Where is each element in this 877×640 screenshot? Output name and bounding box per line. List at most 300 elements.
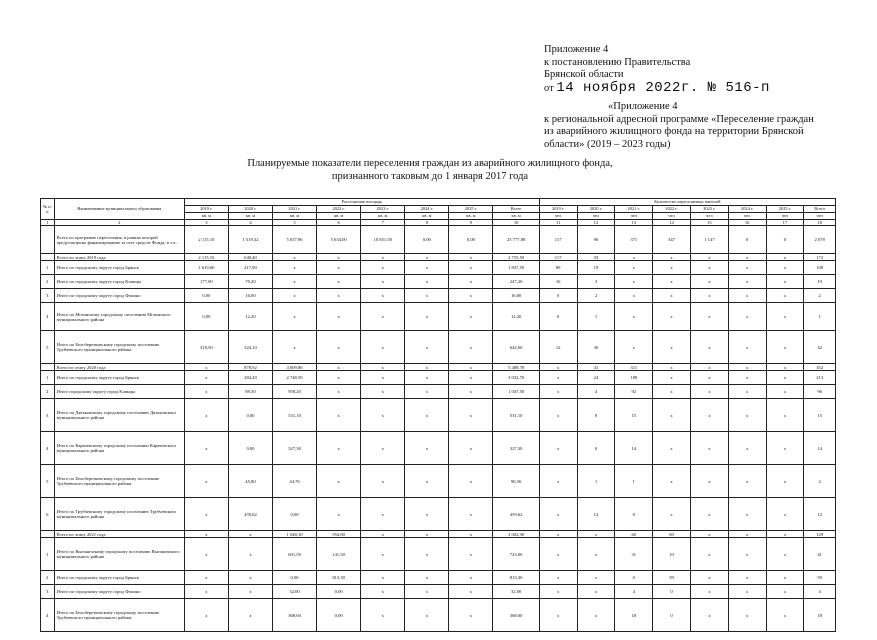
year-header: 2020 г. (577, 206, 615, 213)
value-cell: x (690, 571, 728, 585)
value-cell: 70,20 (228, 275, 272, 289)
row-number: 2 (41, 275, 55, 289)
column-index-cell: 12 (577, 220, 615, 226)
value-cell: x (766, 275, 804, 289)
program-quote-rest: к региональной адресной программе «Переселение граждан из аварийного жилищного фонда на территории Брянской области» (2019 – 2023 годы) (544, 113, 814, 150)
value-cell: x (539, 538, 577, 571)
value-cell: 25 777,88 (493, 226, 539, 254)
year-header: 2025 г. (449, 206, 493, 213)
table-row (41, 261, 836, 275)
value-cell: x (539, 399, 577, 432)
unit-people-header: чел (653, 213, 691, 220)
value-cell: 117 (539, 254, 577, 261)
municipality-name: Итого по Белоберезковскому городскому поселению Трубчевского муниципального района (54, 465, 184, 498)
value-cell: x (405, 254, 449, 261)
value-cell: 743,00 (493, 538, 539, 571)
value-cell: x (449, 385, 493, 399)
value-cell: x (615, 289, 653, 303)
value-cell: x (766, 531, 804, 538)
value-cell: x (539, 585, 577, 599)
value-cell: x (405, 531, 449, 538)
value-cell: 4 609,86 (273, 364, 317, 371)
value-cell: 10 (653, 538, 691, 571)
row-number: 4 (41, 599, 55, 632)
value-cell: x (728, 432, 766, 465)
value-cell: 12 (804, 498, 836, 531)
value-cell: x (653, 254, 691, 261)
value-cell: x (405, 538, 449, 571)
value-cell: x (405, 371, 449, 385)
value-cell: x (317, 289, 361, 303)
value-cell: 89 (539, 261, 577, 275)
value-cell: x (728, 275, 766, 289)
row-number: 4 (41, 432, 55, 465)
value-cell: x (766, 465, 804, 498)
total-header: Всего (493, 206, 539, 213)
value-cell: x (317, 432, 361, 465)
value-cell: 531,10 (493, 399, 539, 432)
column-index-cell: 18 (804, 220, 836, 226)
value-cell: x (766, 399, 804, 432)
value-cell: 15 (615, 399, 653, 432)
value-cell: x (449, 599, 493, 632)
value-cell: 371 (615, 226, 653, 254)
value-cell: 177,00 (184, 275, 228, 289)
value-cell: 1 048,10 (273, 531, 317, 538)
value-cell: 14 (615, 432, 653, 465)
value-cell: 189 (615, 371, 653, 385)
municipality-name: Итого по городскому округу город Фокино (54, 585, 184, 599)
table-body (41, 220, 836, 632)
value-cell: 117 (539, 226, 577, 254)
value-cell: x (653, 364, 691, 371)
municipality-name: Всего по этапу 2020 года (54, 364, 184, 371)
unit-area-header: кв. м (405, 213, 449, 220)
value-cell: x (184, 571, 228, 585)
value-cell: x (766, 538, 804, 571)
value-cell: x (728, 303, 766, 331)
table-row (41, 303, 836, 331)
value-cell: x (228, 585, 272, 599)
value-cell: 642,60 (493, 331, 539, 364)
value-cell: 5 657,96 (273, 226, 317, 254)
value-cell: x (317, 498, 361, 531)
value-cell: 12,20 (228, 303, 272, 331)
value-cell: 1 (804, 303, 836, 331)
value-cell: 2 115,10 (184, 226, 228, 254)
value-cell: 5 488,78 (493, 364, 539, 371)
value-cell: x (228, 571, 272, 585)
row-number: 1 (41, 371, 55, 385)
value-cell: 1 837,50 (493, 261, 539, 275)
value-cell: 0 (728, 226, 766, 254)
value-cell: x (449, 585, 493, 599)
value-cell: x (361, 371, 405, 385)
value-cell: 0 (615, 498, 653, 531)
value-cell: 30 (577, 331, 615, 364)
value-cell: 12,20 (493, 303, 539, 331)
value-cell: x (449, 261, 493, 275)
table-row (41, 432, 836, 465)
value-cell: x (653, 399, 691, 432)
value-cell: 0,00 (317, 585, 361, 599)
value-cell: 15 (804, 399, 836, 432)
row-number (41, 254, 55, 261)
municipality-name: Итого по Мглинскому городскому поселению Мглинского муниципального района (54, 303, 184, 331)
decree-date-line (544, 79, 770, 96)
value-cell: x (728, 585, 766, 599)
value-cell: 16 (539, 275, 577, 289)
table-row (41, 498, 836, 531)
year-header: 2024 г. (405, 206, 449, 213)
unit-people-header: чел (615, 213, 653, 220)
value-cell: x (449, 303, 493, 331)
value-cell: x (273, 289, 317, 303)
value-cell: 89,30 (228, 385, 272, 399)
value-cell: x (728, 254, 766, 261)
year-header: 2023 г. (690, 206, 728, 213)
value-cell: x (184, 432, 228, 465)
table-row (41, 585, 836, 599)
value-cell: x (317, 275, 361, 289)
appendix-line: Брянской области (544, 69, 624, 80)
value-cell: x (615, 261, 653, 275)
unit-area-header: кв. м (273, 213, 317, 220)
value-cell: x (184, 538, 228, 571)
unit-area-header: кв. м (493, 213, 539, 220)
value-cell: x (317, 254, 361, 261)
value-cell: x (539, 531, 577, 538)
resettlement-table (40, 198, 836, 632)
value-cell: 0 (539, 303, 577, 331)
row-number: 2 (41, 385, 55, 399)
value-cell: x (361, 538, 405, 571)
value-cell: x (766, 432, 804, 465)
value-cell: 1 619,60 (184, 261, 228, 275)
value-cell: x (317, 385, 361, 399)
page-title (150, 158, 710, 183)
value-cell: 60 (615, 531, 653, 538)
value-cell: 4 (804, 585, 836, 599)
value-cell: x (690, 531, 728, 538)
value-cell: 41 (804, 538, 836, 571)
value-cell: x (361, 531, 405, 538)
unit-people-header: чел (577, 213, 615, 220)
unit-people-header: чел (690, 213, 728, 220)
value-cell: x (317, 364, 361, 371)
unit-people-header: чел (766, 213, 804, 220)
value-cell: x (361, 275, 405, 289)
value-cell: x (539, 432, 577, 465)
year-header: 2022 г. (317, 206, 361, 213)
year-header: 2024 г. (728, 206, 766, 213)
municipality-name: Итого по городскому округу город Брянск (54, 571, 184, 585)
value-cell: 954,80 (317, 531, 361, 538)
value-cell: x (449, 331, 493, 364)
value-cell: 217,90 (228, 261, 272, 275)
value-cell: x (449, 571, 493, 585)
value-cell: x (184, 371, 228, 385)
value-cell: x (577, 599, 615, 632)
row-number: 3 (41, 585, 55, 599)
appendix-header (544, 44, 770, 95)
value-cell: x (577, 531, 615, 538)
value-cell: x (653, 303, 691, 331)
municipality-name: Всего по программе переселения, в рамках которой предусмотрено финансирование за счет средств Фонда, в т.ч.: (54, 226, 184, 254)
value-cell: x (766, 303, 804, 331)
value-cell: x (449, 289, 493, 303)
total-header: Всего (804, 206, 836, 213)
appendix-line: Приложение 4 (544, 44, 609, 55)
value-cell: 0,00 (228, 432, 272, 465)
municipality-name: Итого по городскому округу город Брянск (54, 261, 184, 275)
value-cell: 2 748,50 (273, 371, 317, 385)
value-cell: 0,00 (449, 226, 493, 254)
value-cell: 16,00 (228, 289, 272, 303)
municipality-name: Итого по городскому округу город Фокино (54, 289, 184, 303)
table-row (41, 254, 836, 261)
value-cell: x (766, 289, 804, 303)
value-cell: x (653, 331, 691, 364)
value-cell: x (539, 498, 577, 531)
value-cell: 352 (804, 364, 836, 371)
group-area-header: Расселяемая площадь (184, 199, 539, 206)
value-cell: 311 (615, 364, 653, 371)
value-cell: 42 (804, 331, 836, 364)
value-cell: x (184, 585, 228, 599)
value-cell: x (405, 571, 449, 585)
column-index-cell: 6 (317, 220, 361, 226)
value-cell: x (361, 254, 405, 261)
value-cell: x (228, 599, 272, 632)
value-cell: 96 (577, 226, 615, 254)
value-cell: x (690, 331, 728, 364)
table-row (41, 599, 836, 632)
unit-area-header: кв. м (228, 213, 272, 220)
value-cell: x (539, 385, 577, 399)
value-cell: x (405, 331, 449, 364)
value-cell: x (728, 289, 766, 303)
value-cell: x (184, 399, 228, 432)
value-cell: x (690, 585, 728, 599)
column-index-cell: 11 (539, 220, 577, 226)
value-cell: x (273, 254, 317, 261)
value-cell: 640,40 (228, 254, 272, 261)
value-cell: x (577, 538, 615, 571)
value-cell: 1 147 (690, 226, 728, 254)
value-cell: x (317, 371, 361, 385)
year-header: 2023 г. (361, 206, 405, 213)
value-cell: 0 (653, 599, 691, 632)
value-cell: 19 (577, 261, 615, 275)
value-cell: 3 032,70 (493, 371, 539, 385)
table-row (41, 371, 836, 385)
row-number: 1 (41, 538, 55, 571)
value-cell: x (449, 531, 493, 538)
row-number: 4 (41, 303, 55, 331)
value-cell: 69 (653, 531, 691, 538)
row-number: 6 (41, 498, 55, 531)
value-cell: x (361, 303, 405, 331)
value-cell: 213 (804, 371, 836, 385)
column-index-cell: 10 (493, 220, 539, 226)
value-cell: x (361, 599, 405, 632)
value-cell: 92 (615, 385, 653, 399)
value-cell: 108 (804, 261, 836, 275)
value-cell: 2 (577, 289, 615, 303)
value-cell: x (184, 498, 228, 531)
value-cell: x (690, 289, 728, 303)
value-cell: 2 078 (804, 226, 836, 254)
column-index-cell: 2 (54, 220, 184, 226)
value-cell: 32,00 (493, 585, 539, 599)
value-cell: 2 002,90 (493, 531, 539, 538)
value-cell: 601,50 (273, 538, 317, 571)
table-row (41, 331, 836, 364)
column-index-cell: 13 (615, 220, 653, 226)
value-cell: 327,30 (493, 432, 539, 465)
value-cell: 0 (539, 289, 577, 303)
unit-people-header: чел (804, 213, 836, 220)
column-index-cell: 9 (449, 220, 493, 226)
date-prefix: от (544, 82, 554, 94)
value-cell: x (539, 371, 577, 385)
row-number: 5 (41, 331, 55, 364)
value-cell: 1 (615, 465, 653, 498)
value-cell: x (766, 571, 804, 585)
value-cell: x (766, 254, 804, 261)
value-cell: x (728, 371, 766, 385)
value-cell: x (361, 261, 405, 275)
value-cell: x (615, 331, 653, 364)
value-cell: x (690, 399, 728, 432)
value-cell: x (539, 364, 577, 371)
value-cell: 368,60 (273, 599, 317, 632)
value-cell: 2 115,10 (184, 254, 228, 261)
municipality-name: Итого по Дятьковскому городскому поселению Дятьковского муниципального района (54, 399, 184, 432)
value-cell: 0 (653, 585, 691, 599)
value-cell: x (690, 364, 728, 371)
value-cell: 1 047,50 (493, 385, 539, 399)
column-index-cell: 15 (690, 220, 728, 226)
group-people-header: Количество переселяемых жителей (539, 199, 835, 206)
value-cell: x (361, 585, 405, 599)
value-cell: x (653, 498, 691, 531)
value-cell: x (405, 599, 449, 632)
value-cell: 0 (615, 571, 653, 585)
value-cell: x (405, 364, 449, 371)
value-cell: x (184, 599, 228, 632)
column-index-cell: 4 (228, 220, 272, 226)
col-num-header: № п/п (41, 199, 55, 220)
column-index-cell: 8 (405, 220, 449, 226)
program-reference (544, 101, 814, 151)
value-cell: 3 (577, 275, 615, 289)
value-cell: x (228, 538, 272, 571)
value-cell: x (449, 465, 493, 498)
value-cell: 44,76 (273, 465, 317, 498)
value-cell: 1 (577, 465, 615, 498)
date-stamp: 14 ноября 2022г. № 516-п (556, 79, 770, 96)
table-row (41, 465, 836, 498)
value-cell: x (615, 275, 653, 289)
value-cell: x (449, 399, 493, 432)
value-cell: x (690, 465, 728, 498)
program-quote-first: «Приложение 4 (608, 101, 678, 112)
value-cell: x (728, 385, 766, 399)
year-header: 2025 г. (766, 206, 804, 213)
value-cell: x (615, 303, 653, 331)
value-cell: x (405, 289, 449, 303)
year-header: 2021 г. (615, 206, 653, 213)
column-index-cell: 5 (273, 220, 317, 226)
value-cell: x (766, 498, 804, 531)
value-cell: x (728, 538, 766, 571)
title-line: признанного таковым до 1 января 2017 года (331, 170, 529, 182)
value-cell: x (361, 498, 405, 531)
row-number: 2 (41, 571, 55, 585)
value-cell: x (361, 465, 405, 498)
value-cell: x (273, 303, 317, 331)
unit-area-header: кв. м (449, 213, 493, 220)
column-index-cell: 16 (728, 220, 766, 226)
value-cell: x (449, 275, 493, 289)
value-cell: x (766, 364, 804, 371)
value-cell: 4 (577, 385, 615, 399)
value-cell: x (728, 399, 766, 432)
value-cell: x (273, 275, 317, 289)
value-cell: 318,50 (184, 331, 228, 364)
value-cell: x (317, 331, 361, 364)
value-cell: x (405, 399, 449, 432)
value-cell: x (690, 254, 728, 261)
value-cell: 0,00 (184, 289, 228, 303)
value-cell: x (690, 599, 728, 632)
value-cell: 0 (766, 226, 804, 254)
row-number (41, 226, 55, 254)
value-cell: 347 (653, 226, 691, 254)
value-cell: x (405, 261, 449, 275)
value-cell: x (449, 498, 493, 531)
unit-area-header: кв. м (317, 213, 361, 220)
resettlement-table-wrap (40, 198, 836, 632)
value-cell: x (690, 498, 728, 531)
value-cell: 90,56 (493, 465, 539, 498)
value-cell: x (653, 289, 691, 303)
value-cell: x (653, 275, 691, 289)
value-cell: 0,00 (317, 599, 361, 632)
value-cell: x (405, 465, 449, 498)
value-cell: 0,00 (405, 226, 449, 254)
table-row (41, 531, 836, 538)
row-number (41, 531, 55, 538)
value-cell: x (228, 531, 272, 538)
value-cell: x (405, 275, 449, 289)
value-cell: x (728, 331, 766, 364)
value-cell: 878,92 (228, 364, 272, 371)
value-cell: 0 (577, 399, 615, 432)
value-cell: x (728, 261, 766, 275)
value-cell: x (449, 432, 493, 465)
value-cell: 531,10 (273, 399, 317, 432)
value-cell: x (577, 571, 615, 585)
value-cell: 18 (615, 599, 653, 632)
value-cell: x (653, 465, 691, 498)
value-cell: x (184, 531, 228, 538)
table-row (41, 226, 836, 254)
value-cell: x (728, 465, 766, 498)
municipality-name: Всего по этапу 2021 года (54, 531, 184, 538)
